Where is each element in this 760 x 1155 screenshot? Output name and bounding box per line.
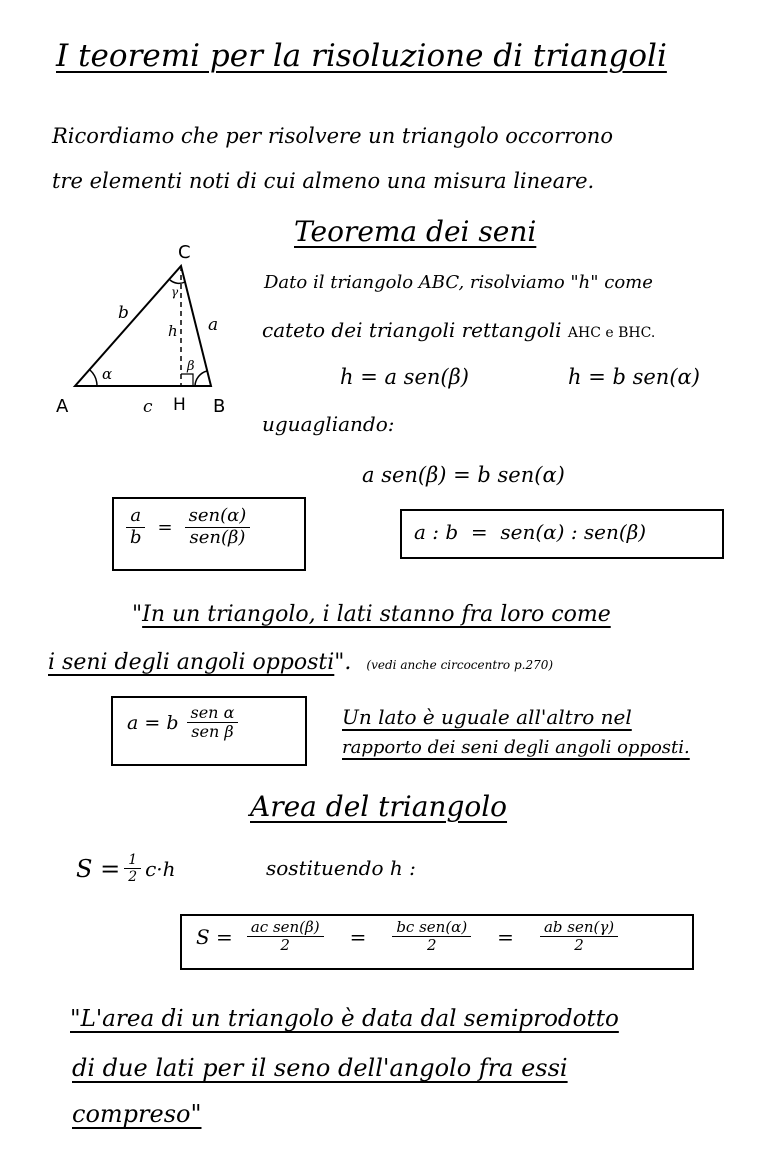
ratio-num-left: a <box>126 506 145 528</box>
area-fraction-3-den: 2 <box>574 936 584 955</box>
sine-quote-open: " <box>132 602 143 627</box>
angle-alpha-label: α <box>102 365 113 383</box>
side-formula-den: sen β <box>191 722 234 742</box>
proportion-text: a : b = sen(α) : sen(β) <box>414 520 647 544</box>
ratio-den-right: sen(β) <box>189 526 246 548</box>
area-formula-box <box>180 914 694 970</box>
sine-text-line-2-main: cateto dei triangoli rettangoli <box>262 318 562 342</box>
side-formula-num: sen α <box>187 704 239 723</box>
vertex-c-label: C <box>178 242 191 263</box>
side-a-label: a <box>208 315 219 335</box>
ratio-fraction-left <box>126 506 146 548</box>
eq-h-b-sin-alpha: h = b sen(α) <box>568 365 700 389</box>
area-fraction-1-num: ac sen(β) <box>247 919 324 937</box>
area-fraction-2-num: bc sen(α) <box>392 919 471 937</box>
ratio-den-left: b <box>130 526 142 548</box>
height-label: h <box>168 322 178 340</box>
area-formula-suffix: c·h <box>145 856 176 881</box>
side-formula-lhs: a = b <box>127 711 179 734</box>
area-equals-1: = <box>349 924 367 949</box>
sine-quote-line-2 <box>48 650 553 675</box>
right-angle-mark <box>181 374 193 386</box>
sine-quote-note: (vedi anche circocentro p.270) <box>366 658 554 672</box>
area-fraction-2 <box>392 919 471 955</box>
eq-equal-products: a sen(β) = b sen(α) <box>362 463 565 487</box>
area-quote-line-1: "L'area di un triangolo è data dal semiprodotto <box>70 1006 619 1032</box>
vertex-b-label: B <box>213 396 226 417</box>
area-equals-2: = <box>497 924 514 949</box>
intro-line-1: Ricordiamo che per risolvere un triangolo occorrono <box>52 124 613 148</box>
gamma-arc <box>170 280 185 283</box>
side-b-label: b <box>118 303 129 323</box>
vertex-a-label: A <box>56 396 69 417</box>
equating-label: uguagliando: <box>262 412 395 436</box>
sine-text-line-2-small: AHC e BHC. <box>567 325 656 341</box>
angle-beta-label: β <box>187 359 195 374</box>
area-formula-prefix: S = <box>76 854 121 883</box>
page-title: I teoremi per la risoluzione di triangoli <box>56 38 667 74</box>
ratio-num-right: sen(α) <box>185 506 251 528</box>
area-fraction-2-den: 2 <box>426 936 437 955</box>
area-half-num: 1 <box>124 852 141 869</box>
area-quote-line-3: compreso" <box>72 1100 202 1128</box>
ratio-fraction-right <box>185 506 251 548</box>
side-formula-box <box>111 696 307 766</box>
substitution-label: sostituendo h : <box>266 856 416 880</box>
area-heading: Area del triangolo <box>250 790 508 823</box>
sine-quote-line-1 <box>132 602 611 627</box>
angle-gamma-label: γ <box>171 285 179 299</box>
foot-h-label: H <box>173 395 186 415</box>
rule-line-2: rapporto dei seni degli angoli opposti. <box>342 737 690 758</box>
sine-text-line-1: Dato il triangolo ABC, risolviamo "h" come <box>264 272 653 293</box>
sine-quote-line-2-text: i seni degli angoli opposti <box>48 650 335 675</box>
rule-line-1: Un lato è uguale all'altro nel <box>342 705 632 729</box>
area-fraction-3-num: ab sen(γ) <box>540 919 618 937</box>
area-base-formula <box>76 852 176 885</box>
sine-quote-close: ". <box>334 650 352 675</box>
area-half-fraction <box>124 852 141 885</box>
area-fraction-1 <box>247 919 324 955</box>
sine-text-line-2 <box>262 318 655 342</box>
area-quote-line-2: di due lati per il seno dell'angolo fra essi <box>72 1054 568 1082</box>
eq-h-a-sin-beta: h = a sen(β) <box>340 365 469 389</box>
ratio-box <box>112 497 306 571</box>
intro-line-2: tre elementi noti di cui almeno una misura lineare. <box>52 169 595 193</box>
area-fraction-3 <box>540 919 618 955</box>
proportion-box <box>400 509 724 559</box>
sine-quote-line-1-text: In un triangolo, i lati stanno fra loro come <box>142 602 611 627</box>
area-half-den: 2 <box>128 869 138 886</box>
area-fraction-1-den: 2 <box>280 936 290 955</box>
sine-theorem-heading: Teorema dei seni <box>294 215 537 248</box>
ratio-equals: = <box>157 516 173 538</box>
beta-arc <box>195 371 207 386</box>
side-formula-fraction <box>187 704 239 742</box>
side-c-label: c <box>143 397 153 417</box>
alpha-arc <box>90 370 97 386</box>
area-box-lhs: S = <box>196 924 233 949</box>
